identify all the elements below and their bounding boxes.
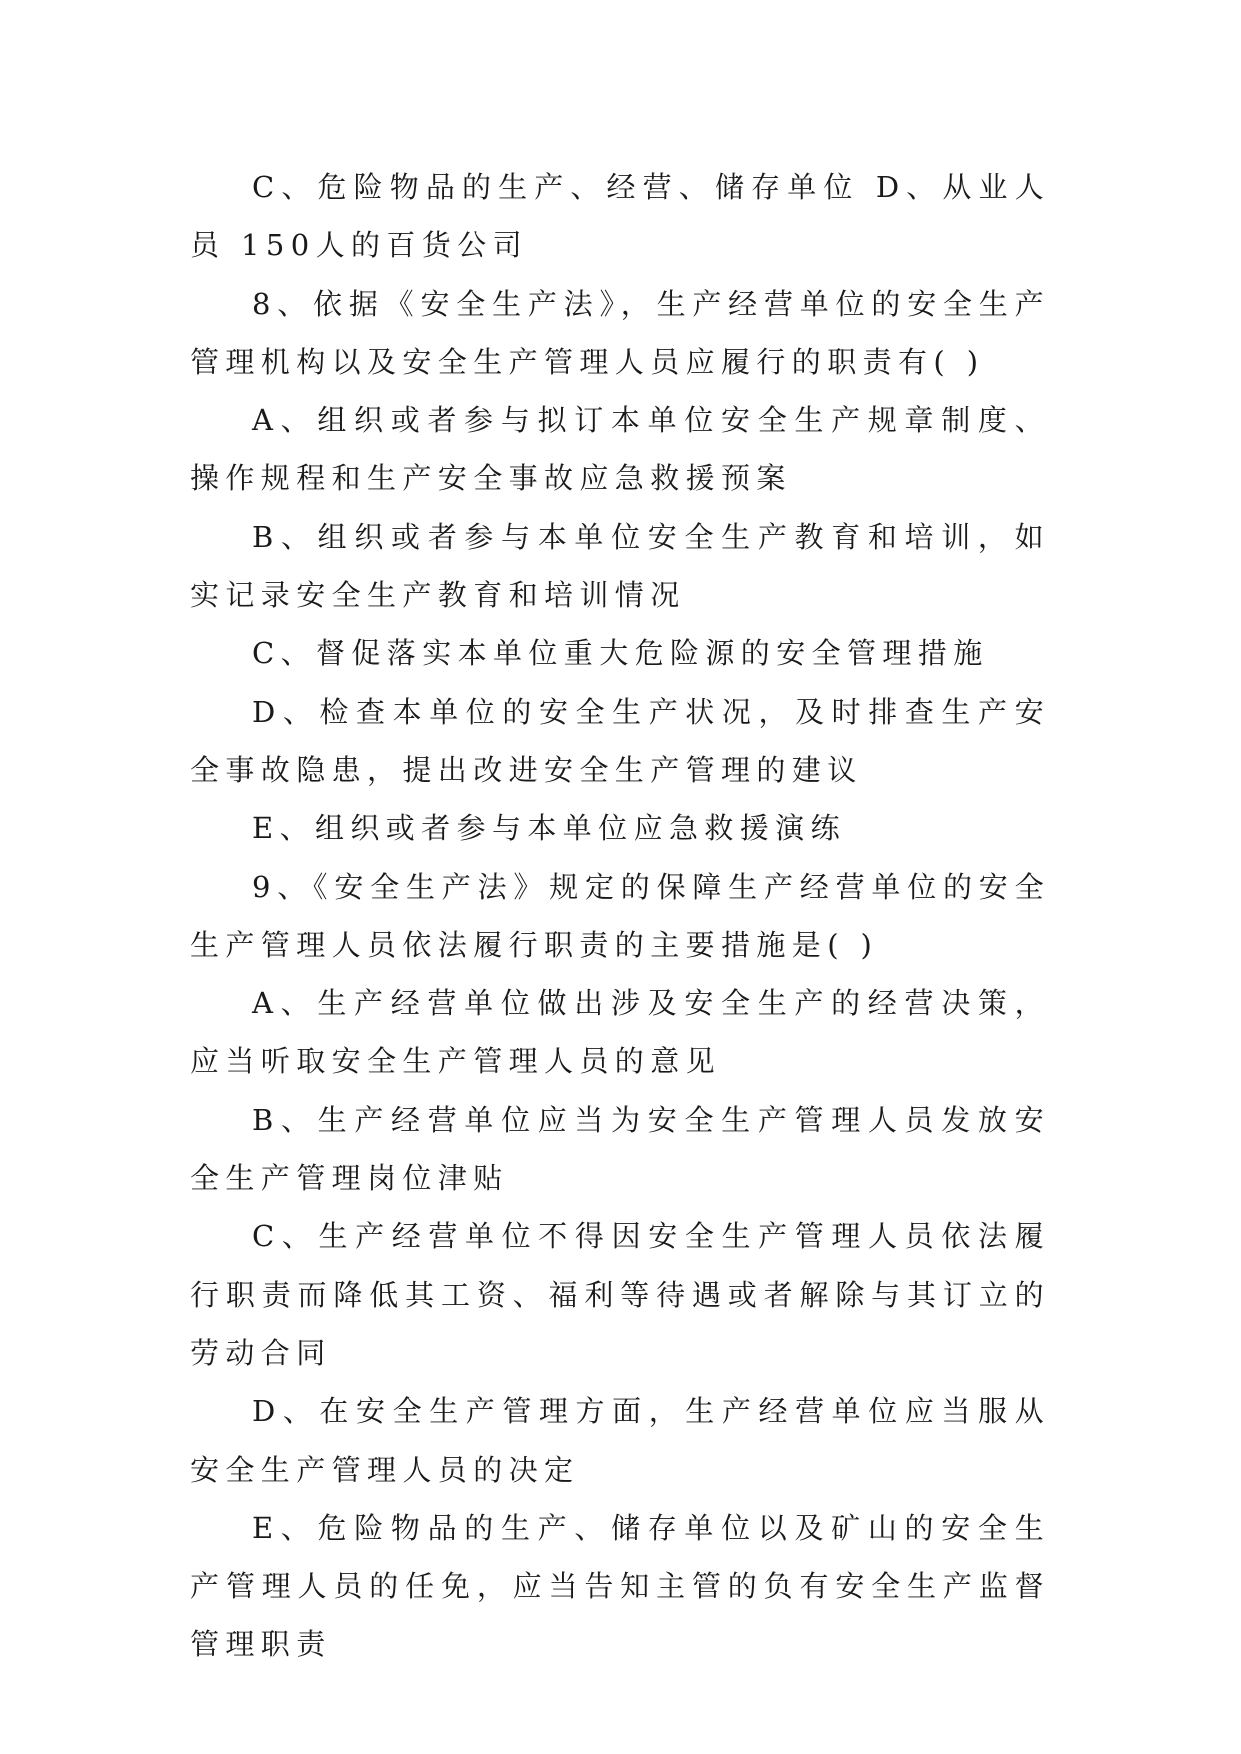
paragraph-question-8: 8、依据《安全生产法》，生产经营单位的安全生产管理机构以及安全生产管理人员应履行的职责有( ) [190, 286, 1050, 379]
paragraph-q8-option-a: A、组织或者参与拟订本单位安全生产规章制度、操作规程和生产安全事故应急救援预案 [190, 403, 1050, 496]
paragraph-q9-option-d: D、在安全生产管理方面，生产经营单位应当服从安全生产管理人员的决定 [190, 1394, 1050, 1487]
paragraph-q9-option-b: B、生产经营单位应当为安全生产管理人员发放安全生产管理岗位津贴 [190, 1102, 1050, 1196]
paragraph-q8-option-b: B、组织或者参与本单位安全生产教育和培训，如实记录安全生产教育和培训情况 [190, 519, 1050, 613]
paragraph-q8-option-e: E、组织或者参与本单位应急救援演练 [252, 811, 846, 846]
paragraph-question-9: 9、《安全生产法》规定的保障生产经营单位的安全生产管理人员依法履行职责的主要措施是( ) [190, 869, 1050, 962]
paragraph-q8-option-c: C、督促落实本单位重大危险源的安全管理措施 [252, 636, 989, 671]
document-body [190, 158, 1050, 1674]
paragraph-q9-option-c: C、生产经营单位不得因安全生产管理人员依法履行职责而降低其工资、福利等待遇或者解除与其订立的劳动合同 [190, 1219, 1050, 1370]
paragraph-q9-option-e: E、危险物品的生产、储存单位以及矿山的安全生产管理人员的任免，应当告知主管的负有安全生产监督管理职责 [190, 1510, 1050, 1662]
paragraph-option-c-dangerous-goods: C、危险物品的生产、经营、储存单位 D、从业人员 150人的百货公司 [190, 170, 1050, 263]
paragraph-q8-option-d: D、检查本单位的安全生产状况，及时排查生产安全事故隐患，提出改进安全生产管理的建议 [190, 694, 1050, 787]
paragraph-q9-option-a: A、生产经营单位做出涉及安全生产的经营决策，应当听取安全生产管理人员的意见 [190, 986, 1050, 1079]
